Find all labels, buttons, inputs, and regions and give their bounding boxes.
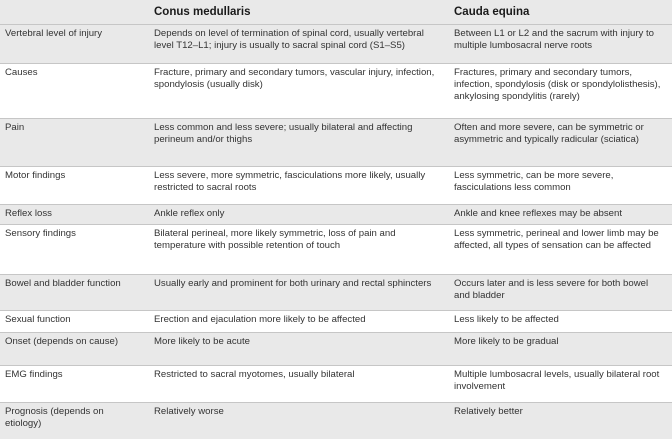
conus-cell: More likely to be acute [148,333,448,366]
table-row [0,225,672,275]
table-row [0,64,672,119]
conus-cell: Fracture, primary and secondary tumors, vascular injury, infection, spondylosis (usually disk) [148,64,448,119]
row-label: Reflex loss [0,205,148,225]
row-label: EMG findings [0,366,148,403]
cauda-cell: More likely to be gradual [448,333,672,366]
cauda-cell: Ankle and knee reflexes may be absent [448,205,672,225]
conus-cell: Usually early and prominent for both urinary and rectal sphincters [148,275,448,311]
cauda-cell: Occurs later and is less severe for both bowel and bladder [448,275,672,311]
header-row [0,0,672,25]
table-row [0,25,672,64]
cauda-cell: Less symmetric, can be more severe, fasciculations less common [448,167,672,205]
conus-cell: Ankle reflex only [148,205,448,225]
cauda-cell: Less likely to be affected [448,311,672,333]
table-row [0,275,672,311]
row-label: Causes [0,64,148,119]
conus-cell: Restricted to sacral myotomes, usually bilateral [148,366,448,403]
table-row [0,205,672,225]
cauda-cell: Multiple lumbosacral levels, usually bilateral root involvement [448,366,672,403]
row-label: Pain [0,119,148,167]
row-label: Vertebral level of injury [0,25,148,64]
header-conus-medullaris: Conus medullaris [148,0,448,25]
conus-cell: Less common and less severe; usually bilateral and affecting perineum and/or thighs [148,119,448,167]
cauda-cell: Less symmetric, perineal and lower limb may be affected, all types of sensation can be affected [448,225,672,275]
row-label: Prognosis (depends on etiology) [0,403,148,439]
row-label: Sexual function [0,311,148,333]
row-label: Bowel and bladder function [0,275,148,311]
table-row [0,311,672,333]
conus-cell: Relatively worse [148,403,448,439]
cauda-cell: Often and more severe, can be symmetric or asymmetric and typically radicular (sciatica) [448,119,672,167]
conus-cell: Bilateral perineal, more likely symmetric, loss of pain and temperature with possible retention of touch [148,225,448,275]
header-cauda-equina: Cauda equina [448,0,672,25]
table-row [0,119,672,167]
row-label: Motor findings [0,167,148,205]
table-row [0,167,672,205]
conus-cell: Less severe, more symmetric, fasciculations more likely, usually restricted to sacral roots [148,167,448,205]
conus-cell: Depends on level of termination of spinal cord, usually vertebral level T12–L1; injury is usually to sacral spinal cord (S1–S5) [148,25,448,64]
header-cell-blank [0,0,148,25]
table-row [0,333,672,366]
row-label: Onset (depends on cause) [0,333,148,366]
table-row [0,403,672,439]
conus-cell: Erection and ejaculation more likely to be affected [148,311,448,333]
cauda-cell: Relatively better [448,403,672,439]
cauda-cell: Between L1 or L2 and the sacrum with injury to multiple lumbosacral nerve roots [448,25,672,64]
table-row [0,366,672,403]
row-label: Sensory findings [0,225,148,275]
cauda-cell: Fractures, primary and secondary tumors, infection, spondylosis (disk or spondylolisthesis), ankylosing spondylitis (rarely) [448,64,672,119]
